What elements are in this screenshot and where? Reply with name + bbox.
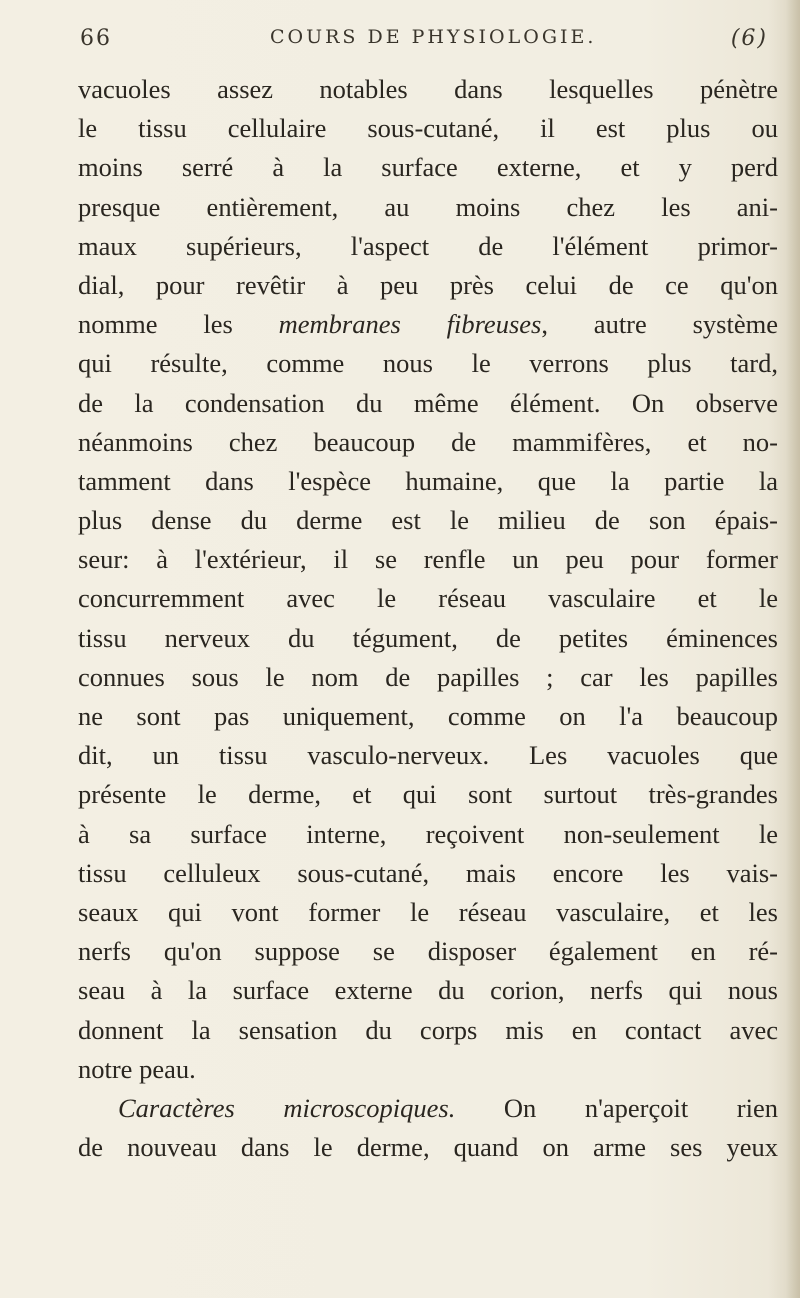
text-line: à sa surface interne, reçoivent non-seulement le (78, 818, 778, 849)
text-line: maux supérieurs, l'aspect de l'élément primor- (78, 230, 778, 261)
section-heading-italic: Caractères microscopiques. (118, 1092, 456, 1123)
page-number: 66 (80, 26, 112, 51)
text-line: ne sont pas uniquement, comme on l'a beaucoup (78, 701, 778, 731)
italic-term: membranes fibreuses (278, 309, 542, 340)
text-line: de la condensation du même élément. On observe (78, 387, 778, 418)
text-line: connues sous le nom de papilles ; car les papilles (78, 661, 778, 692)
side-mark: (6) (730, 26, 768, 51)
text-line: qui résulte, comme nous le verrons plus tard, (78, 348, 778, 379)
text-line: notre peau. (78, 1053, 196, 1084)
text-line: dit, un tissu vasculo-nerveux. Les vacuoles que (78, 740, 778, 771)
text-line: seau à la surface externe du corion, nerfs qui nous (78, 975, 778, 1006)
text-line: moins serré à la surface externe, et y perd (78, 152, 778, 183)
text-line: nerfs qu'on suppose se disposer également en ré- (78, 936, 778, 967)
text-line: tissu celluleux sous-cutané, mais encore les vais- (78, 857, 778, 888)
page-edge-shadow (786, 0, 800, 1298)
text-line: presque entièrement, au moins chez les ani- (78, 191, 778, 222)
running-title: COURS DE PHYSIOLOGIE. (270, 26, 597, 48)
body-text (78, 70, 778, 1167)
text-line: concurremment avec le réseau vasculaire et le (78, 583, 778, 614)
text-line: donnent la sensation du corps mis en contact avec (78, 1014, 778, 1045)
text-line: le tissu cellulaire sous-cutané, il est plus ou (78, 113, 778, 144)
text-line: dial, pour revêtir à peu près celui de ce qu'on (78, 269, 778, 300)
page-header (80, 26, 768, 58)
text-line: seur: à l'extérieur, il se renfle un peu pour former (78, 544, 778, 575)
text-line: de nouveau dans le derme, quand on arme ses yeux (78, 1132, 778, 1163)
text-line (78, 1089, 778, 1128)
text-line: seaux qui vont former le réseau vasculaire, et les (78, 896, 778, 927)
text-line: vacuoles assez notables dans lesquelles pénètre (78, 74, 778, 104)
text-line: tissu nerveux du tégument, de petites éminences (78, 622, 778, 653)
text-line (78, 305, 778, 344)
text-line: néanmoins chez beaucoup de mammifères, et no- (78, 426, 778, 457)
text-segment: On n'aperçoit rien (503, 1092, 778, 1123)
text-segment: nomme les (78, 309, 233, 340)
text-segment: , autre système (541, 309, 778, 340)
text-line: tamment dans l'espèce humaine, que la partie la (78, 465, 778, 496)
text-line: présente le derme, et qui sont surtout très-grandes (78, 779, 778, 810)
text-line: plus dense du derme est le milieu de son épais- (78, 505, 778, 536)
